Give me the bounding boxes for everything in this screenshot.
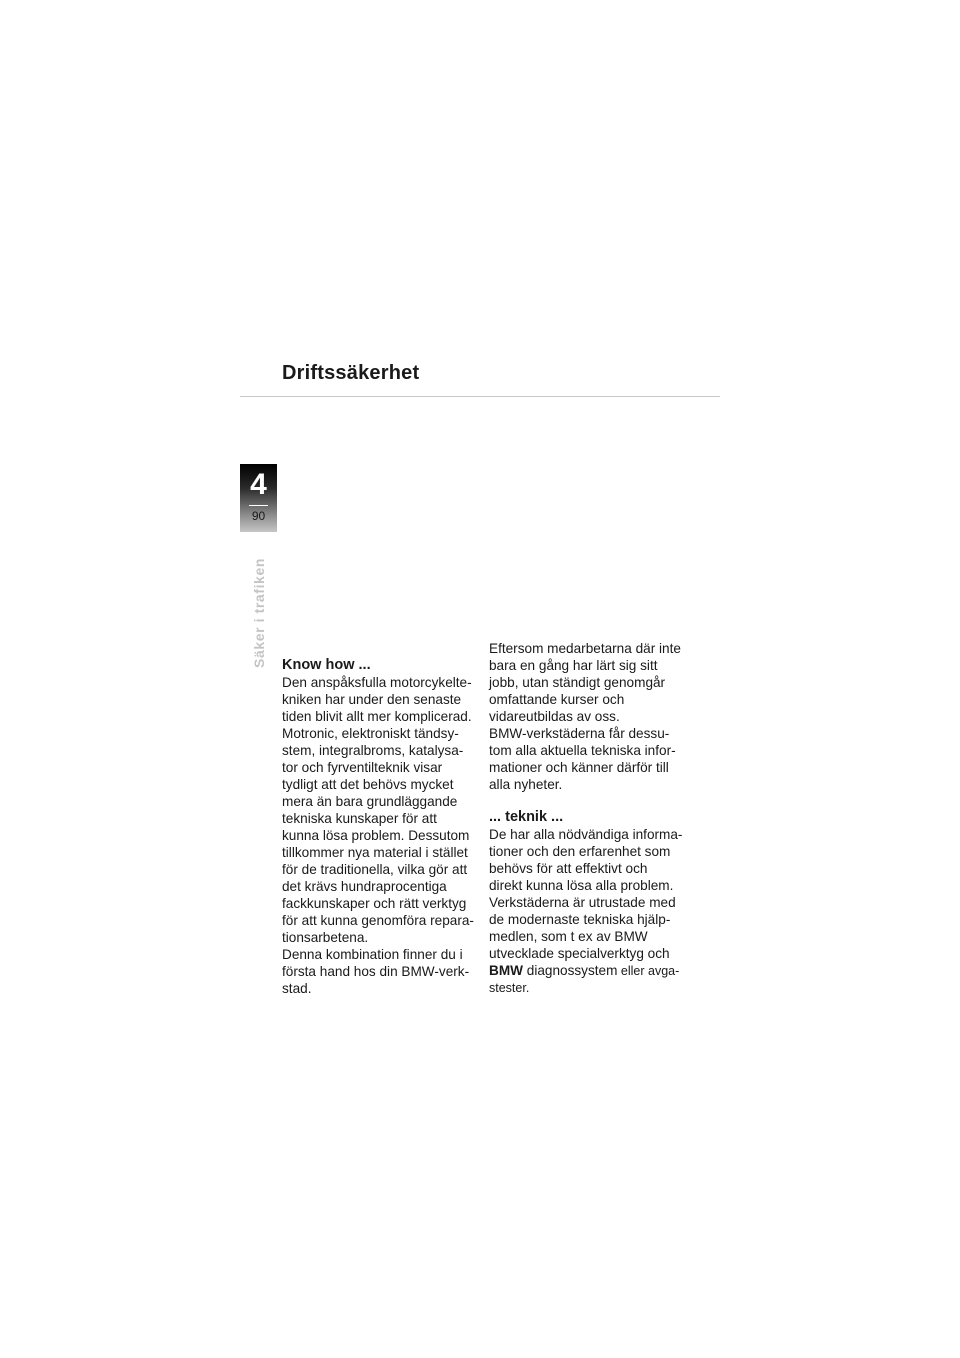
text-line: bara en gång har lärt sig sitt bbox=[489, 658, 658, 673]
page-title: Driftssäkerhet bbox=[282, 362, 420, 384]
paragraph-gap bbox=[489, 793, 699, 809]
text-line: tillkommer nya material i stället bbox=[282, 845, 468, 860]
text-line: behövs för att effektivt och bbox=[489, 861, 648, 876]
brand-word: BMW bbox=[489, 963, 523, 978]
text-line: vidareutbildas av oss. bbox=[489, 709, 620, 724]
text-line: mationer och känner därför till bbox=[489, 760, 669, 775]
text-line: tioner och den erfarenhet som bbox=[489, 844, 671, 859]
text-line: fackkunskaper och rätt verktyg bbox=[282, 896, 467, 911]
text-line: tom alla aktuella tekniska infor- bbox=[489, 743, 676, 758]
text-line: stem, integralbroms, katalysa- bbox=[282, 743, 464, 758]
text-line: stester. bbox=[489, 981, 530, 995]
text-line: stad. bbox=[282, 981, 312, 996]
text-line: Den anspåksfulla motorcykelte- bbox=[282, 675, 472, 690]
text-line: medlen, som t ex av BMW bbox=[489, 929, 648, 944]
text-fragment-small: eller avga- bbox=[617, 964, 680, 978]
section-heading-know-how: Know how ... bbox=[282, 657, 371, 673]
page-number: 90 bbox=[251, 509, 266, 523]
text-line: tiden blivit allt mer komplicerad. bbox=[282, 709, 472, 724]
text-line: för de traditionella, vilka gör att bbox=[282, 862, 468, 877]
text-line: Denna kombination finner du i bbox=[282, 947, 463, 962]
right-column bbox=[489, 640, 699, 997]
header-rule bbox=[240, 396, 720, 397]
text-line: tionsarbetena. bbox=[282, 930, 369, 945]
text-line: direkt kunna lösa alla problem. bbox=[489, 878, 674, 893]
text-line: Eftersom medarbetarna där inte bbox=[489, 641, 681, 656]
section-heading-teknik: ... teknik ... bbox=[489, 809, 564, 825]
text-line: jobb, utan ständigt genomgår bbox=[489, 675, 666, 690]
text-line: Motronic, elektroniskt tändsy- bbox=[282, 726, 459, 741]
text-fragment: diagnossystem bbox=[522, 963, 618, 978]
text-line: för att kunna genomföra repara- bbox=[282, 913, 474, 928]
text-line: omfattande kurser och bbox=[489, 692, 625, 707]
text-line: det krävs hundraprocentiga bbox=[282, 879, 447, 894]
text-line: kniken har under den senaste bbox=[282, 692, 462, 707]
text-line: utvecklade specialverktyg och bbox=[489, 946, 670, 961]
text-line: BMW-verkstäderna får dessu- bbox=[489, 726, 670, 741]
text-line: mera än bara grundläggande bbox=[282, 794, 458, 809]
section-side-label: Säker i trafiken bbox=[251, 558, 267, 668]
text-line: de modernaste tekniska hjälp- bbox=[489, 912, 671, 927]
text-line: tydligt att det behövs mycket bbox=[282, 777, 454, 792]
text-line: kunna lösa problem. Dessutom bbox=[282, 828, 470, 843]
text-line: första hand hos din BMW-verk- bbox=[282, 964, 470, 979]
chapter-number: 4 bbox=[250, 468, 267, 501]
text-line-brand bbox=[489, 962, 699, 980]
text-line: Verkstäderna är utrustade med bbox=[489, 895, 676, 910]
text-line: alla nyheter. bbox=[489, 777, 563, 792]
left-column bbox=[282, 657, 492, 997]
chapter-tab bbox=[240, 464, 277, 532]
chapter-divider bbox=[249, 505, 268, 506]
text-line: tekniska kunskaper för att bbox=[282, 811, 437, 826]
text-line: De har alla nödvändiga informa- bbox=[489, 827, 683, 842]
text-line: tor och fyrventilteknik visar bbox=[282, 760, 443, 775]
